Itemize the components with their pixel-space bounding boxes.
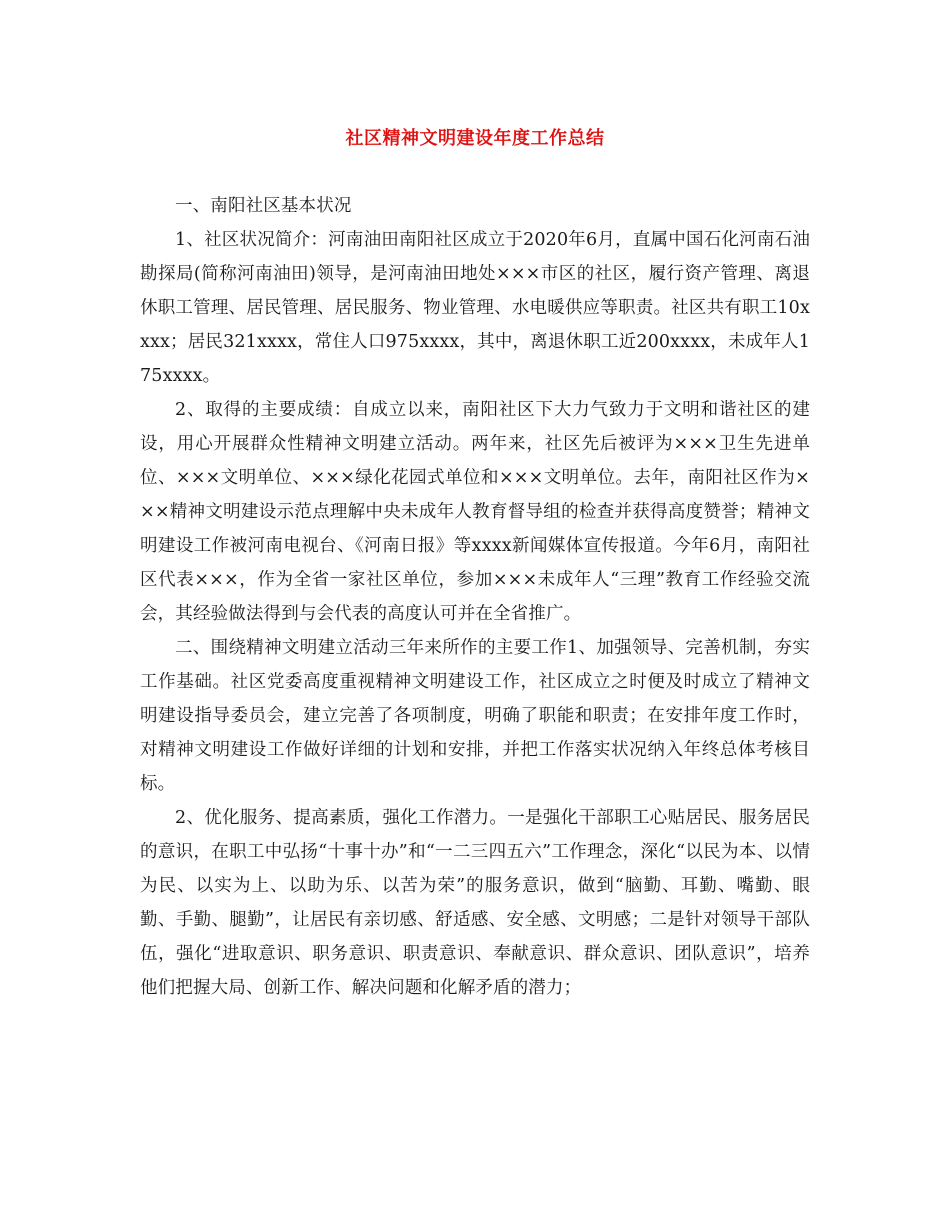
document-body	[140, 189, 810, 1005]
document-title: 社区精神文明建设年度工作总结	[345, 128, 605, 149]
section-heading-basic-status: 一、南阳社区基本状况	[175, 196, 352, 216]
paragraph-main-achievements: 2、取得的主要成绩：自成立以来，南阳社区下大力气致力于文明和谐社区的建设，用心开展群众性精神文明建立活动。两年来，社区先后被评为×××卫生先进单位、×××文明单位、×××绿化花园式单位和×××文明单位。去年，南阳社区作为×××精神文明建设示范点理解中央未成年人教育督导组的检查并获得高度赞誉；精神文明建设工作被河南电视台、《河南日报》等xxxx新闻媒体宣传报道。今年6月，南阳社区代表×××，作为全省一家社区单位，参加×××未成年人“三理”教育工作经验交流会，其经验做法得到与会代表的高度认可并在全省推广。	[140, 400, 810, 624]
paragraph-optimize-service: 2、优化服务、提高素质，强化工作潜力。一是强化干部职工心贴居民、服务居民的意识，在职工中弘扬“十事十办”和“一二三四五六”工作理念，深化“以民为本、以情为民、以实为上、以助为乐、以苦为荣”的服务意识，做到“脑勤、耳勤、嘴勤、眼勤、手勤、腿勤”，让居民有亲切感、舒适感、安全感、文明感；二是针对领导干部队伍，强化“进取意识、职务意识、职责意识、奉献意识、群众意识、团队意识”，培养他们把握大局、创新工作、解决问题和化解矛盾的潜力；	[140, 808, 810, 998]
paragraph-main-work-leadership: 二、围绕精神文明建立活动三年来所作的主要工作1、加强领导、完善机制，夯实工作基础。社区党委高度重视精神文明建设工作，社区成立之时便及时成立了精神文明建设指导委员会，建立完善了各项制度，明确了职能和职责；在安排年度工作时，对精神文明建设工作做好详细的计划和安排，并把工作落实状况纳入年终总体考核目标。	[140, 638, 810, 794]
paragraph-community-overview: 1、社区状况简介：河南油田南阳社区成立于2020年6月，直属中国石化河南石油勘探局(简称河南油田)领导，是河南油田地处×××市区的社区，履行资产管理、离退休职工管理、居民管理、居民服务、物业管理、水电暖供应等职责。社区共有职工10xxxx；居民321xxxx，常住人口975xxxx，其中，离退休职工近200xxxx，未成年人175xxxx。	[140, 230, 810, 386]
